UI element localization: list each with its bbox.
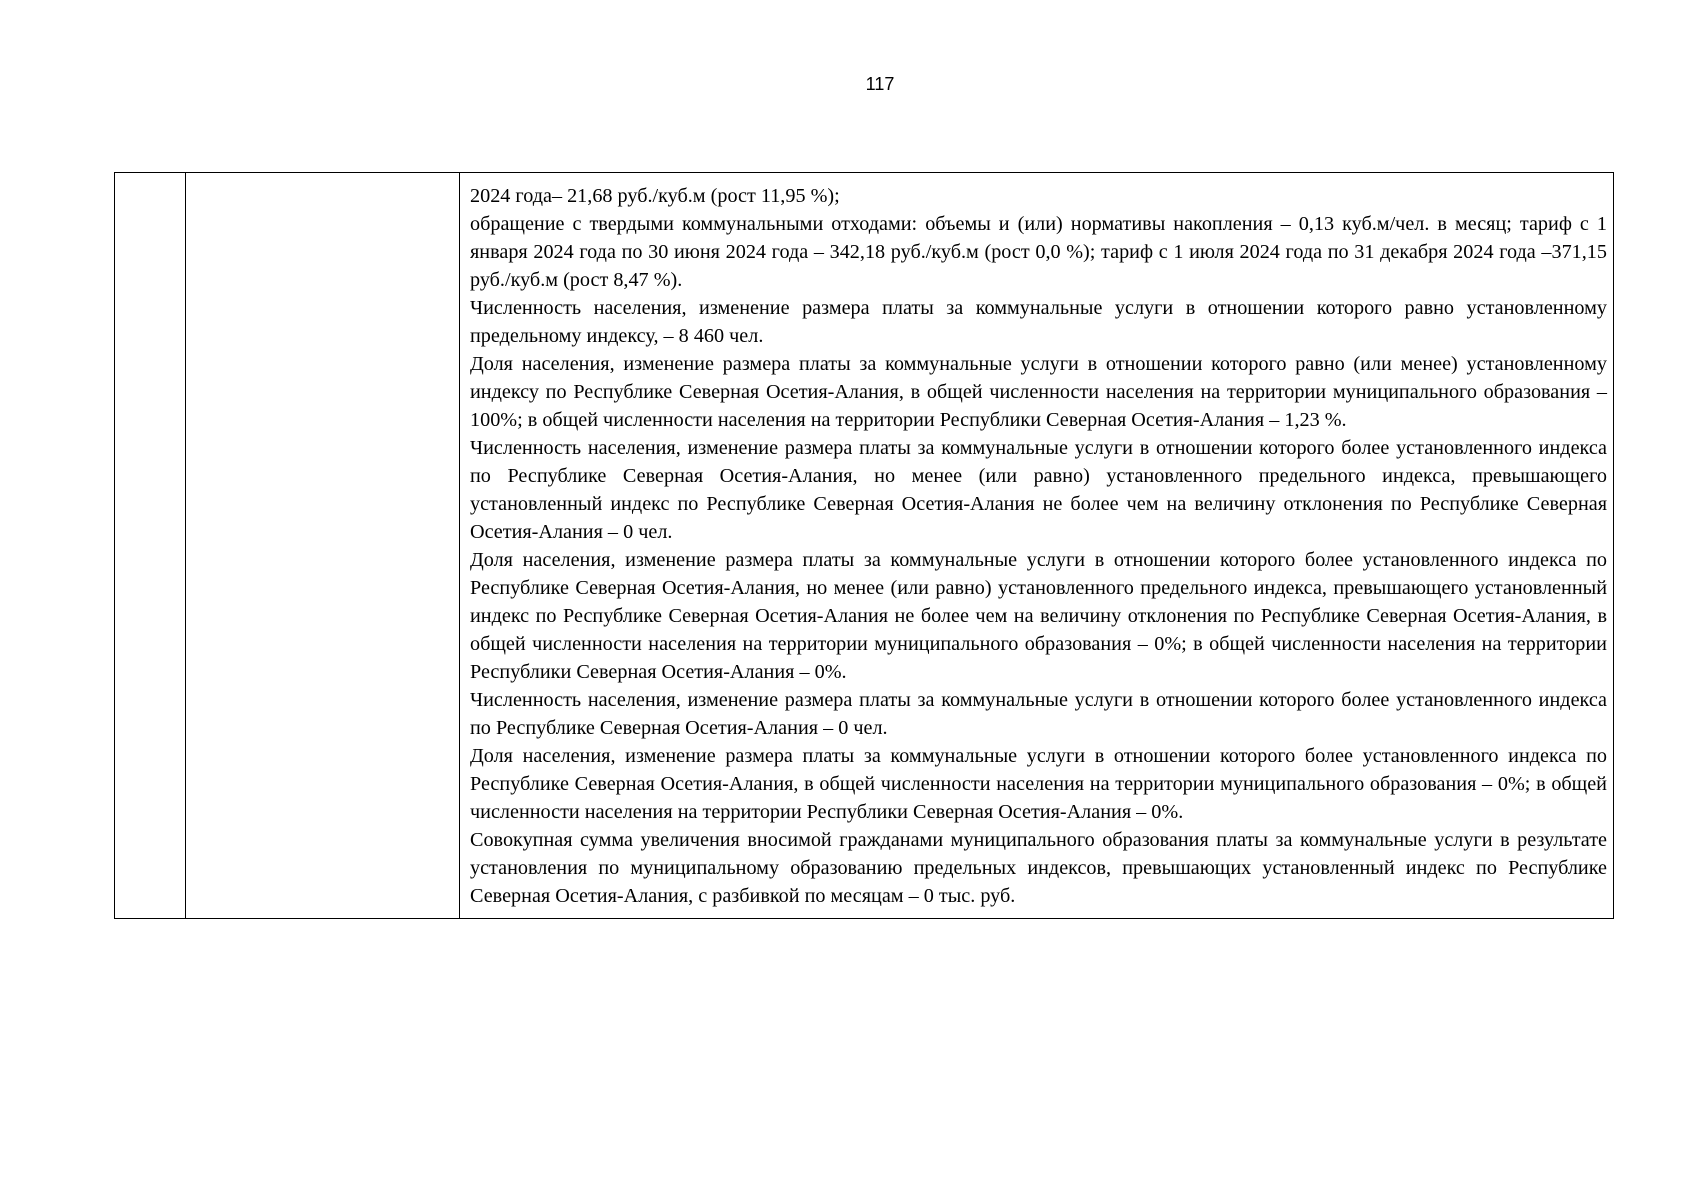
paragraph: Доля населения, изменение размера платы за коммунальные услуги в отношении которого более установленного индекса по Республике Северная Осетия-Алания, но менее (или равно) установленного предельного индекса, превышающего установленный индекс по Республике Северная Осетия-Алания не более чем на величину отклонения по Республике Северная Осетия-Алания, в общей численности населения на территории муниципального образования – 0%; в общей численности населения на территории Республики Северная Осетия-Алания – 0%.: [470, 549, 1607, 683]
document-table: [114, 172, 1614, 919]
paragraph: Численность населения, изменение размера платы за коммунальные услуги в отношении которого более установленного индекса по Республике Северная Осетия-Алания – 0 чел.: [470, 689, 1607, 739]
paragraph: Совокупная сумма увеличения вносимой гражданами муниципального образования платы за коммунальные услуги в результате установления по муниципальному образованию предельных индексов, превышающих установленный индекс по Республике Северная Осетия-Алания, с разбивкой по месяцам – 0 тыс. руб.: [470, 829, 1607, 907]
paragraph: Численность населения, изменение размера платы за коммунальные услуги в отношении которого равно установленному предельному индексу, – 8 460 чел.: [470, 297, 1607, 347]
table-cell-content: [460, 173, 1614, 919]
paragraph: Доля населения, изменение размера платы за коммунальные услуги в отношении которого равно (или менее) установленному индексу по Республике Северная Осетия-Алания, в общей численности населения на территории муниципального образования – 100%; в общей численности населения на территории Республики Северная Осетия-Алания – 1,23 %.: [470, 353, 1607, 431]
paragraph: Численность населения, изменение размера платы за коммунальные услуги в отношении которого более установленного индекса по Республике Северная Осетия-Алания, но менее (или равно) установленного предельного индекса, превышающего установленный индекс по Республике Северная Осетия-Алания не более чем на величину отклонения по Республике Северная Осетия-Алания – 0 чел.: [470, 437, 1607, 543]
paragraph: Доля населения, изменение размера платы за коммунальные услуги в отношении которого более установленного индекса по Республике Северная Осетия-Алания, в общей численности населения на территории муниципального образования – 0%; в общей численности населения на территории Республики Северная Осетия-Алания – 0%.: [470, 745, 1607, 823]
page-number: 117: [865, 74, 895, 94]
cell-text-block: [460, 173, 1613, 918]
table-cell-name: [186, 173, 460, 919]
table-row: [115, 173, 1614, 919]
paragraph: 2024 года– 21,68 руб./куб.м (рост 11,95 %);: [470, 185, 840, 207]
table-cell-number: [115, 173, 186, 919]
paragraph: обращение с твердыми коммунальными отходами: объемы и (или) нормативы накопления – 0,13 куб.м/чел. в месяц; тариф с 1 января 2024 года по 30 июня 2024 года – 342,18 руб./куб.м (рост 0,0 %); тариф с 1 июля 2024 года по 31 декабря 2024 года –371,15 руб./куб.м (рост 8,47 %).: [470, 213, 1607, 291]
